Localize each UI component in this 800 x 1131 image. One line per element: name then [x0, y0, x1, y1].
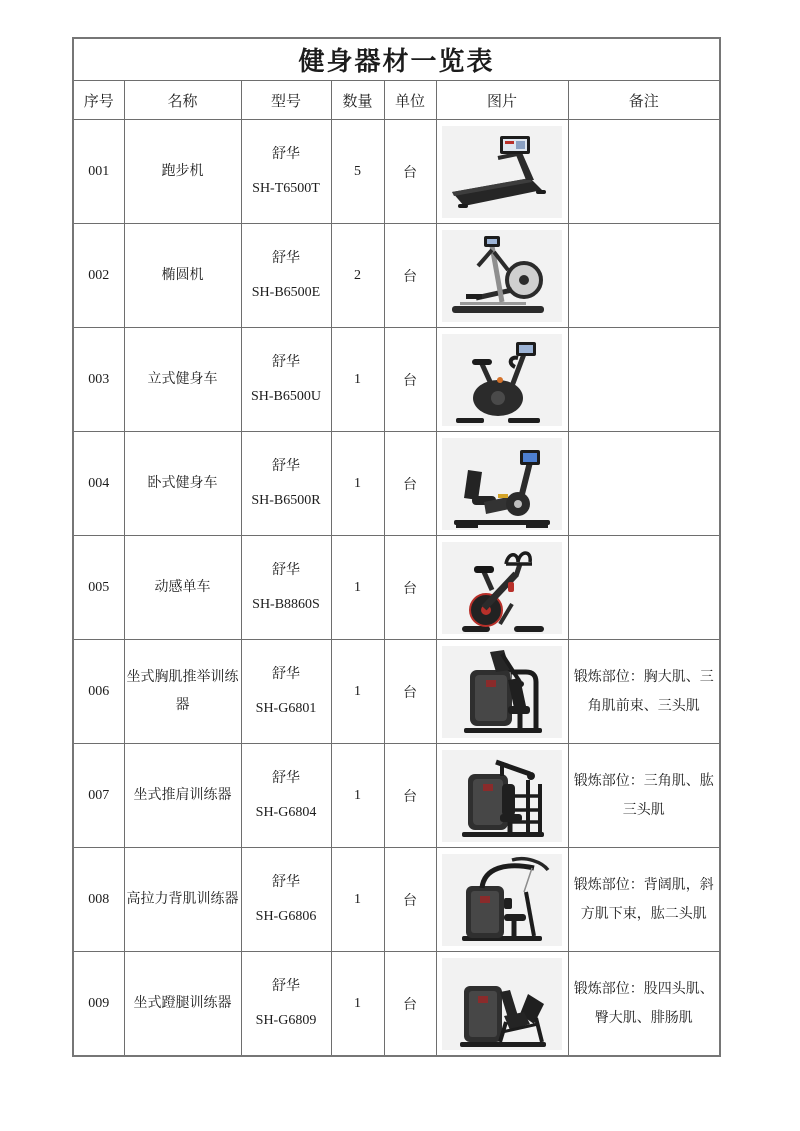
- header-row: [73, 81, 720, 120]
- cell-qty: 1: [331, 952, 384, 1057]
- cell-no: 004: [73, 432, 124, 536]
- model-text: SH-B6500E: [251, 284, 321, 300]
- page-title: 健身器材一览表: [73, 38, 720, 81]
- cell-remark: [568, 224, 720, 328]
- model-text: SH-G6801: [255, 700, 317, 716]
- model-text: SH-G6809: [255, 1012, 317, 1028]
- upright-bike-photo: [442, 334, 562, 426]
- cell-unit: 台: [384, 120, 436, 224]
- treadmill-icon: [442, 126, 562, 218]
- table-row: [73, 328, 720, 432]
- cell-name: 坐式蹬腿训练器: [124, 952, 241, 1057]
- shoulder-press-icon: [442, 750, 562, 842]
- cell-no: 009: [73, 952, 124, 1057]
- cell-remark: [568, 432, 720, 536]
- spin-bike-photo: [442, 542, 562, 634]
- elliptical-photo: [442, 230, 562, 322]
- header-name: 名称: [124, 81, 241, 120]
- chest-press-icon: [442, 646, 562, 738]
- cell-qty: 1: [331, 432, 384, 536]
- cell-model: [241, 224, 331, 328]
- cell-photo: [436, 536, 568, 640]
- header-no: 序号: [73, 81, 124, 120]
- cell-photo: [436, 328, 568, 432]
- cell-no: 001: [73, 120, 124, 224]
- cell-photo: [436, 848, 568, 952]
- brand-text: 舒华: [272, 354, 300, 370]
- leg-press-photo: [442, 958, 562, 1050]
- cell-unit: 台: [384, 640, 436, 744]
- cell-unit: 台: [384, 848, 436, 952]
- cell-no: 003: [73, 328, 124, 432]
- cell-name: 坐式胸肌推举训练器: [124, 640, 241, 744]
- cell-model: [241, 744, 331, 848]
- cell-qty: 1: [331, 328, 384, 432]
- header-qty: 数量: [331, 81, 384, 120]
- cell-qty: 1: [331, 536, 384, 640]
- brand-text: 舒华: [272, 146, 300, 162]
- cell-name: 椭圆机: [124, 224, 241, 328]
- cell-model: [241, 432, 331, 536]
- cell-qty: 1: [331, 640, 384, 744]
- table-row: [73, 952, 720, 1057]
- cell-name: 坐式推肩训练器: [124, 744, 241, 848]
- lat-pulldown-icon: [442, 854, 562, 946]
- cell-unit: 台: [384, 536, 436, 640]
- leg-press-icon: [442, 958, 562, 1050]
- chest-press-photo: [442, 646, 562, 738]
- cell-photo: [436, 640, 568, 744]
- cell-photo: [436, 744, 568, 848]
- cell-model: [241, 536, 331, 640]
- cell-name: 跑步机: [124, 120, 241, 224]
- model-text: SH-G6806: [255, 908, 317, 924]
- cell-remark: [568, 328, 720, 432]
- equipment-table: [72, 37, 721, 1057]
- model-text: SH-T6500T: [252, 180, 320, 196]
- shoulder-press-photo: [442, 750, 562, 842]
- cell-no: 006: [73, 640, 124, 744]
- lat-pulldown-photo: [442, 854, 562, 946]
- cell-qty: 5: [331, 120, 384, 224]
- cell-name: 高拉力背肌训练器: [124, 848, 241, 952]
- treadmill-photo: [442, 126, 562, 218]
- cell-unit: 台: [384, 744, 436, 848]
- spin-bike-icon: [442, 542, 562, 634]
- cell-model: [241, 640, 331, 744]
- cell-model: [241, 848, 331, 952]
- cell-model: [241, 328, 331, 432]
- cell-remark: 锻炼部位：三角肌、肱三头肌: [568, 744, 720, 848]
- cell-no: 007: [73, 744, 124, 848]
- cell-name: 卧式健身车: [124, 432, 241, 536]
- cell-remark: 锻炼部位：胸大肌、三角肌前束、三头肌: [568, 640, 720, 744]
- elliptical-icon: [442, 230, 562, 322]
- cell-no: 008: [73, 848, 124, 952]
- model-text: SH-B6500U: [250, 388, 321, 404]
- brand-text: 舒华: [272, 770, 300, 786]
- cell-unit: 台: [384, 432, 436, 536]
- cell-unit: 台: [384, 224, 436, 328]
- table-row: [73, 640, 720, 744]
- brand-text: 舒华: [272, 562, 300, 578]
- cell-remark: 锻炼部位：股四头肌、臀大肌、腓肠肌: [568, 952, 720, 1057]
- cell-qty: 1: [331, 744, 384, 848]
- cell-remark: 锻炼部位：背阔肌，斜方肌下束，肱二头肌: [568, 848, 720, 952]
- cell-name: 立式健身车: [124, 328, 241, 432]
- cell-photo: [436, 224, 568, 328]
- table-row: [73, 224, 720, 328]
- table-row: [73, 120, 720, 224]
- brand-text: 舒华: [272, 978, 300, 994]
- model-text: SH-G6804: [255, 804, 317, 820]
- cell-photo: [436, 120, 568, 224]
- table-row: [73, 744, 720, 848]
- brand-text: 舒华: [272, 250, 300, 266]
- cell-unit: 台: [384, 952, 436, 1057]
- cell-unit: 台: [384, 328, 436, 432]
- cell-no: 002: [73, 224, 124, 328]
- cell-qty: 2: [331, 224, 384, 328]
- cell-remark: [568, 536, 720, 640]
- cell-remark: [568, 120, 720, 224]
- upright-bike-icon: [442, 334, 562, 426]
- header-model: 型号: [241, 81, 331, 120]
- cell-qty: 1: [331, 848, 384, 952]
- cell-photo: [436, 952, 568, 1057]
- model-text: SH-B6500R: [251, 492, 321, 508]
- recumbent-bike-photo: [442, 438, 562, 530]
- recumbent-bike-icon: [442, 438, 562, 530]
- cell-photo: [436, 432, 568, 536]
- brand-text: 舒华: [272, 666, 300, 682]
- cell-no: 005: [73, 536, 124, 640]
- title-row: [73, 38, 720, 81]
- brand-text: 舒华: [272, 874, 300, 890]
- header-remark: 备注: [568, 81, 720, 120]
- cell-model: [241, 120, 331, 224]
- table-row: [73, 432, 720, 536]
- table-row: [73, 848, 720, 952]
- header-photo: 图片: [436, 81, 568, 120]
- cell-model: [241, 952, 331, 1057]
- table-row: [73, 536, 720, 640]
- header-unit: 单位: [384, 81, 436, 120]
- cell-name: 动感单车: [124, 536, 241, 640]
- brand-text: 舒华: [272, 458, 300, 474]
- model-text: SH-B8860S: [252, 596, 320, 612]
